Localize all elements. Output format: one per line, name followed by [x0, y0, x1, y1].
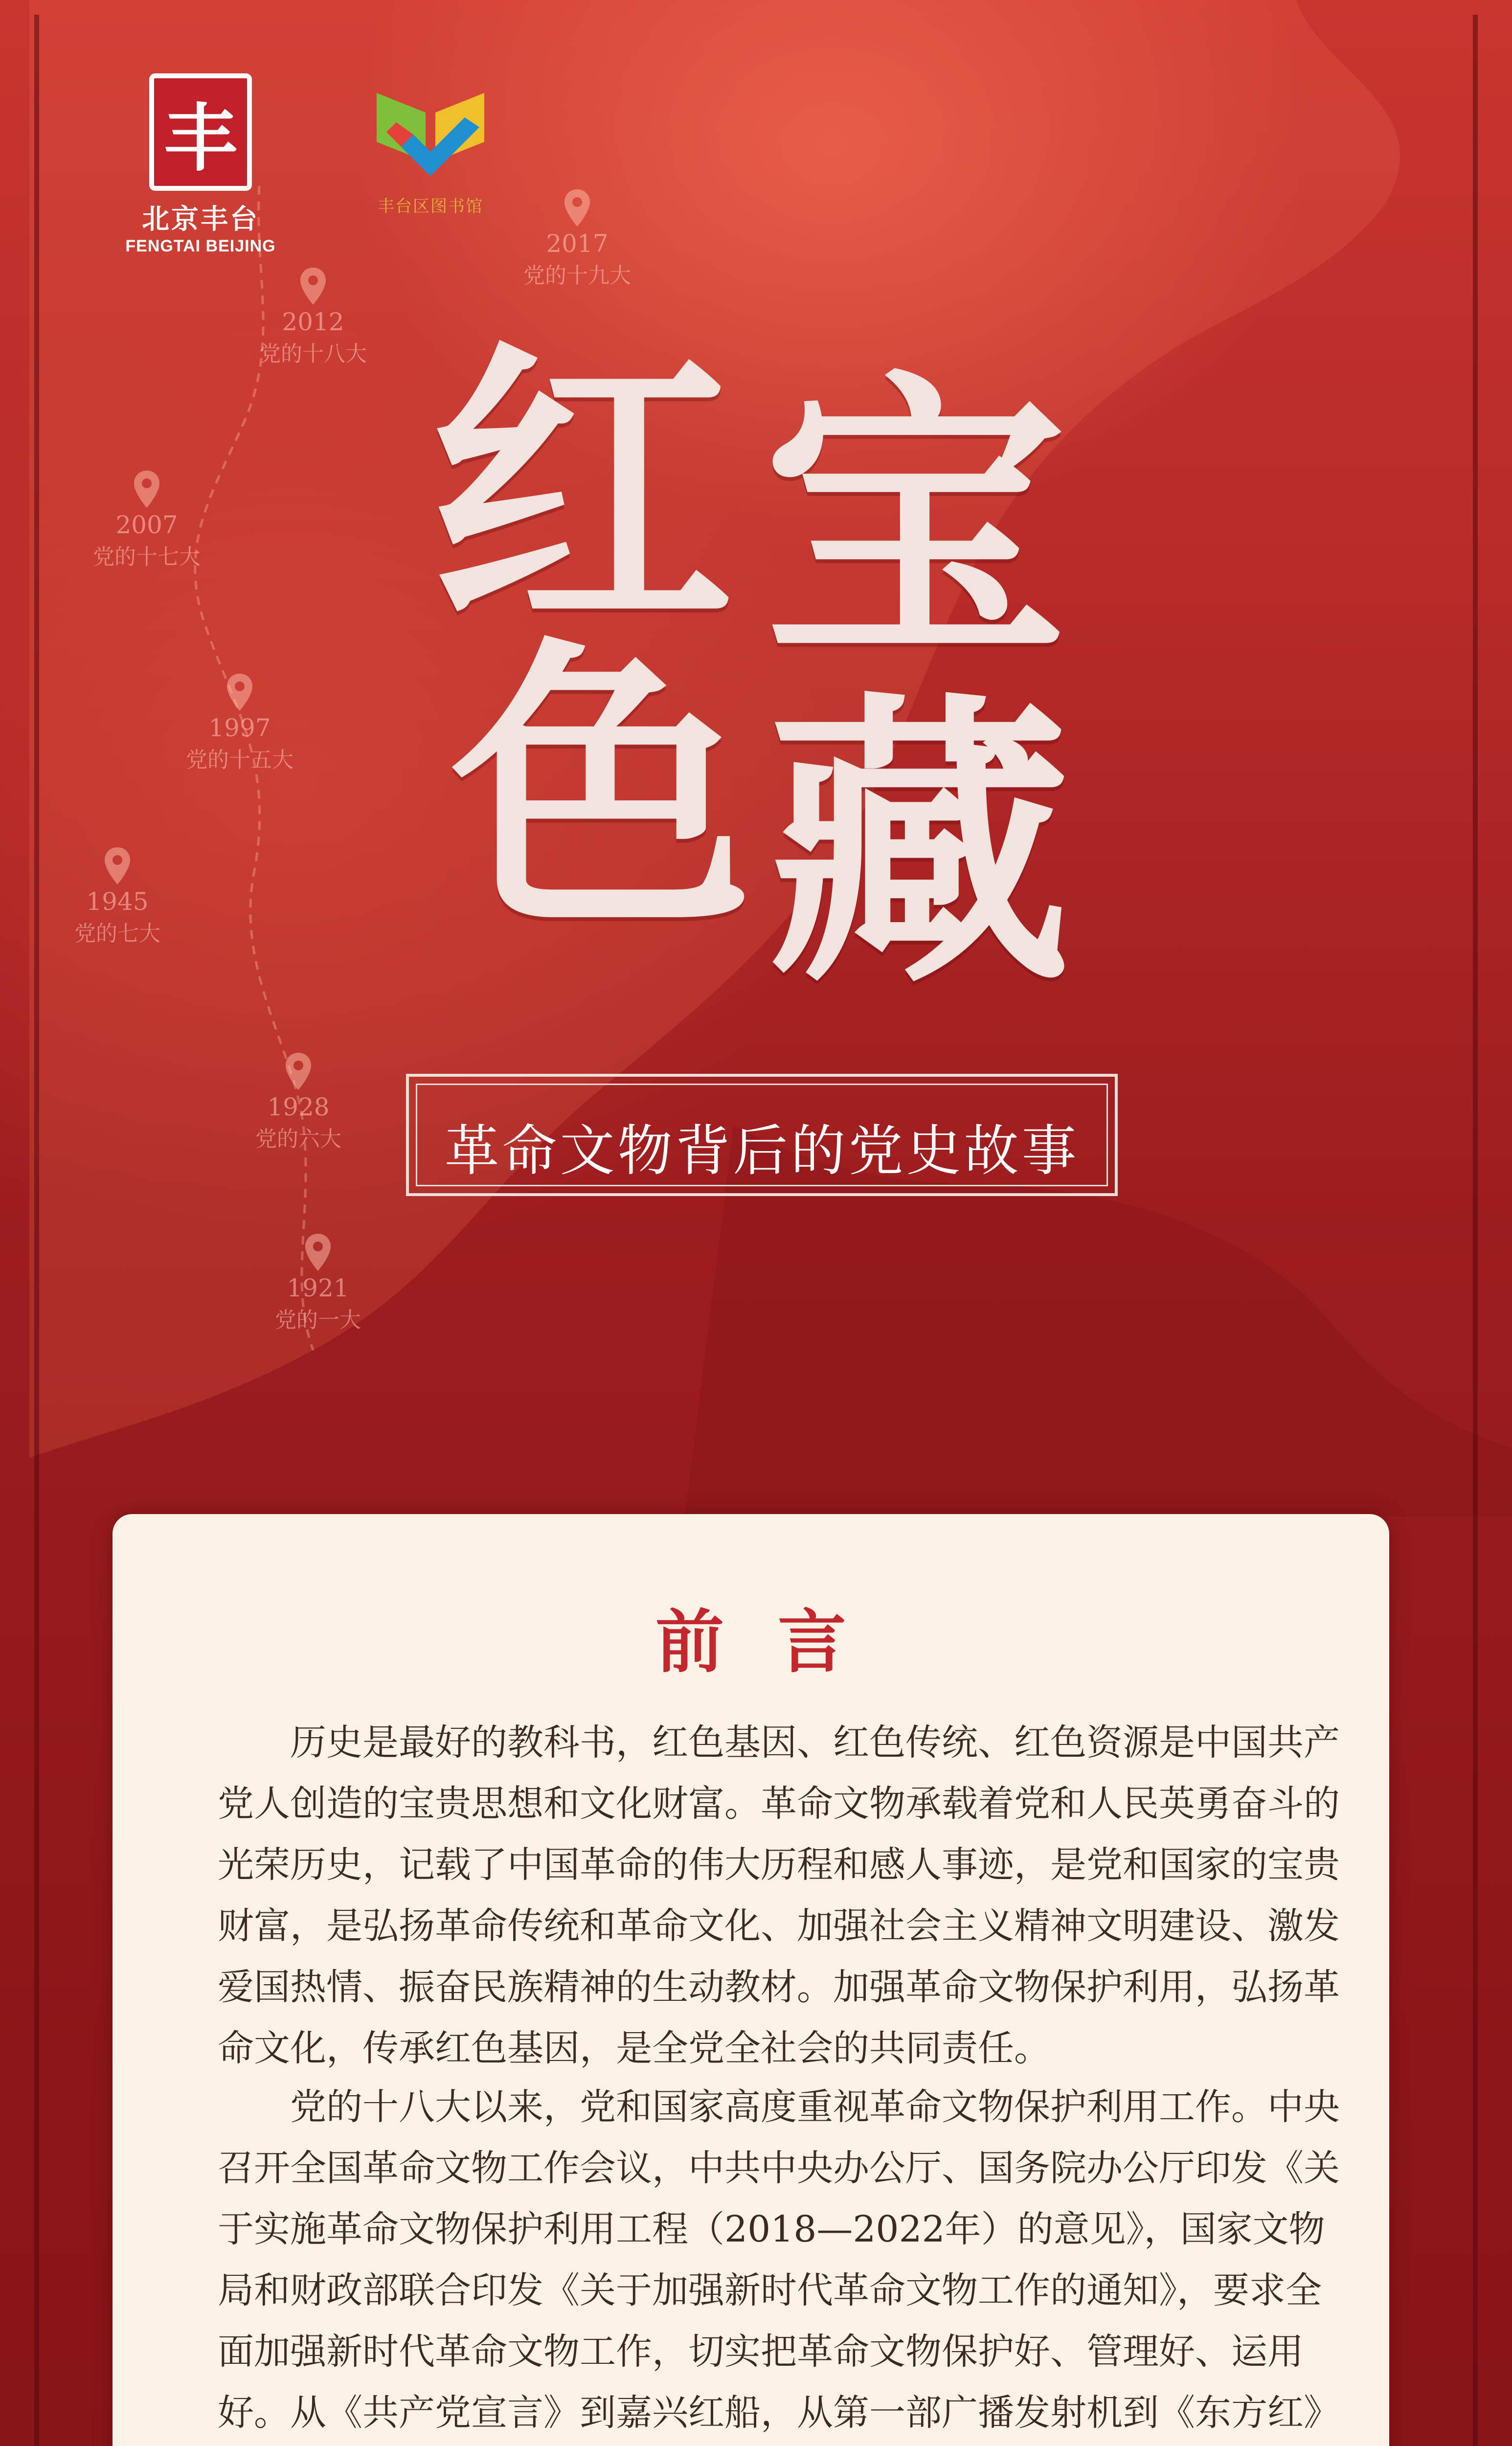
- location-pin-icon: [303, 1233, 333, 1272]
- title-char: 宝: [763, 347, 1066, 700]
- seal-char: 丰: [163, 96, 237, 181]
- timeline-marker: [235, 267, 391, 367]
- marker-label: 党的一大: [275, 1308, 361, 1333]
- fengtai-logo: [113, 73, 289, 256]
- marker-year: 1997: [208, 714, 271, 742]
- title-char: 藏: [768, 670, 1071, 1022]
- marker-year: 1921: [287, 1274, 349, 1302]
- location-pin-icon: [298, 267, 328, 306]
- title-char: 红: [430, 317, 734, 670]
- library-book-icon: [367, 73, 494, 186]
- marker-label: 党的七大: [74, 921, 160, 946]
- location-pin-icon: [103, 846, 132, 885]
- subtitle: 革命文物背后的党史故事: [444, 1119, 1080, 1183]
- marker-label: 党的十八大: [259, 341, 367, 366]
- marker-year: 1928: [267, 1093, 330, 1121]
- marker-label: 党的十九大: [523, 263, 631, 288]
- location-pin-icon: [284, 1052, 313, 1091]
- marker-year: 2017: [546, 229, 609, 258]
- library-name: 丰台区图书馆: [378, 197, 483, 216]
- preface-title: 前言: [655, 1602, 900, 1682]
- timeline-marker: [240, 1233, 396, 1334]
- marker-year: 2007: [115, 511, 178, 539]
- marker-label: 党的十五大: [186, 747, 293, 772]
- timeline-marker: [161, 673, 318, 773]
- marker-year: 1945: [86, 887, 149, 916]
- library-logo: [357, 73, 504, 217]
- timeline-marker: [68, 470, 225, 570]
- location-pin-icon: [563, 188, 592, 227]
- timeline-marker: [39, 846, 196, 947]
- fengtai-name-cn: 北京丰台: [142, 204, 259, 235]
- title-char: 色: [450, 616, 753, 969]
- location-pin-icon: [225, 673, 254, 712]
- marker-label: 党的六大: [255, 1127, 341, 1152]
- preface-paragraph: 历史是最好的教科书，红色基因、红色传统、红色资源是中国共产党人创造的宝贵思想和文化财富。革命文物承载着党和人民英勇奋斗的光荣历史，记载了中国革命的伟大历程和感人事迹，是党和国家的宝贵财富，是弘扬革命传统和革命文化、加强社会主义精神文明建设、激发爱国热情、振奋民族精神的生动教材。加强革命文物保护利用，弘扬革命文化，传承红色基因，是全党全社会的共同责任。: [218, 1721, 1340, 2069]
- timeline-marker: [220, 1052, 377, 1153]
- marker-label: 党的十七大: [93, 544, 201, 569]
- preface-card: [113, 1514, 1389, 2446]
- fengtai-seal-icon: [149, 73, 252, 191]
- marker-year: 2012: [282, 308, 344, 336]
- subtitle-box: [406, 1074, 1118, 1196]
- timeline-marker: [499, 188, 655, 289]
- preface-paragraph: 党的十八大以来，党和国家高度重视革命文物保护利用工作。中央召开全国革命文物工作会议，中共中央办公厅、国务院办公厅印发《关于实施革命文物保护利用工程（2018—2022年）的意见》，国家文物局和财政部联合印发《关于加强新时代革命文物工作的通知》，要求全面加强新时代革命文物工作，切实把革命文物保护好、管理好、运用好。从《共产党宣言》到嘉兴红船，从第一部广播发射机到《东方红》: [218, 2086, 1340, 2434]
- fengtai-name-en: FENGTAI BEIJING: [125, 237, 276, 255]
- location-pin-icon: [132, 470, 161, 509]
